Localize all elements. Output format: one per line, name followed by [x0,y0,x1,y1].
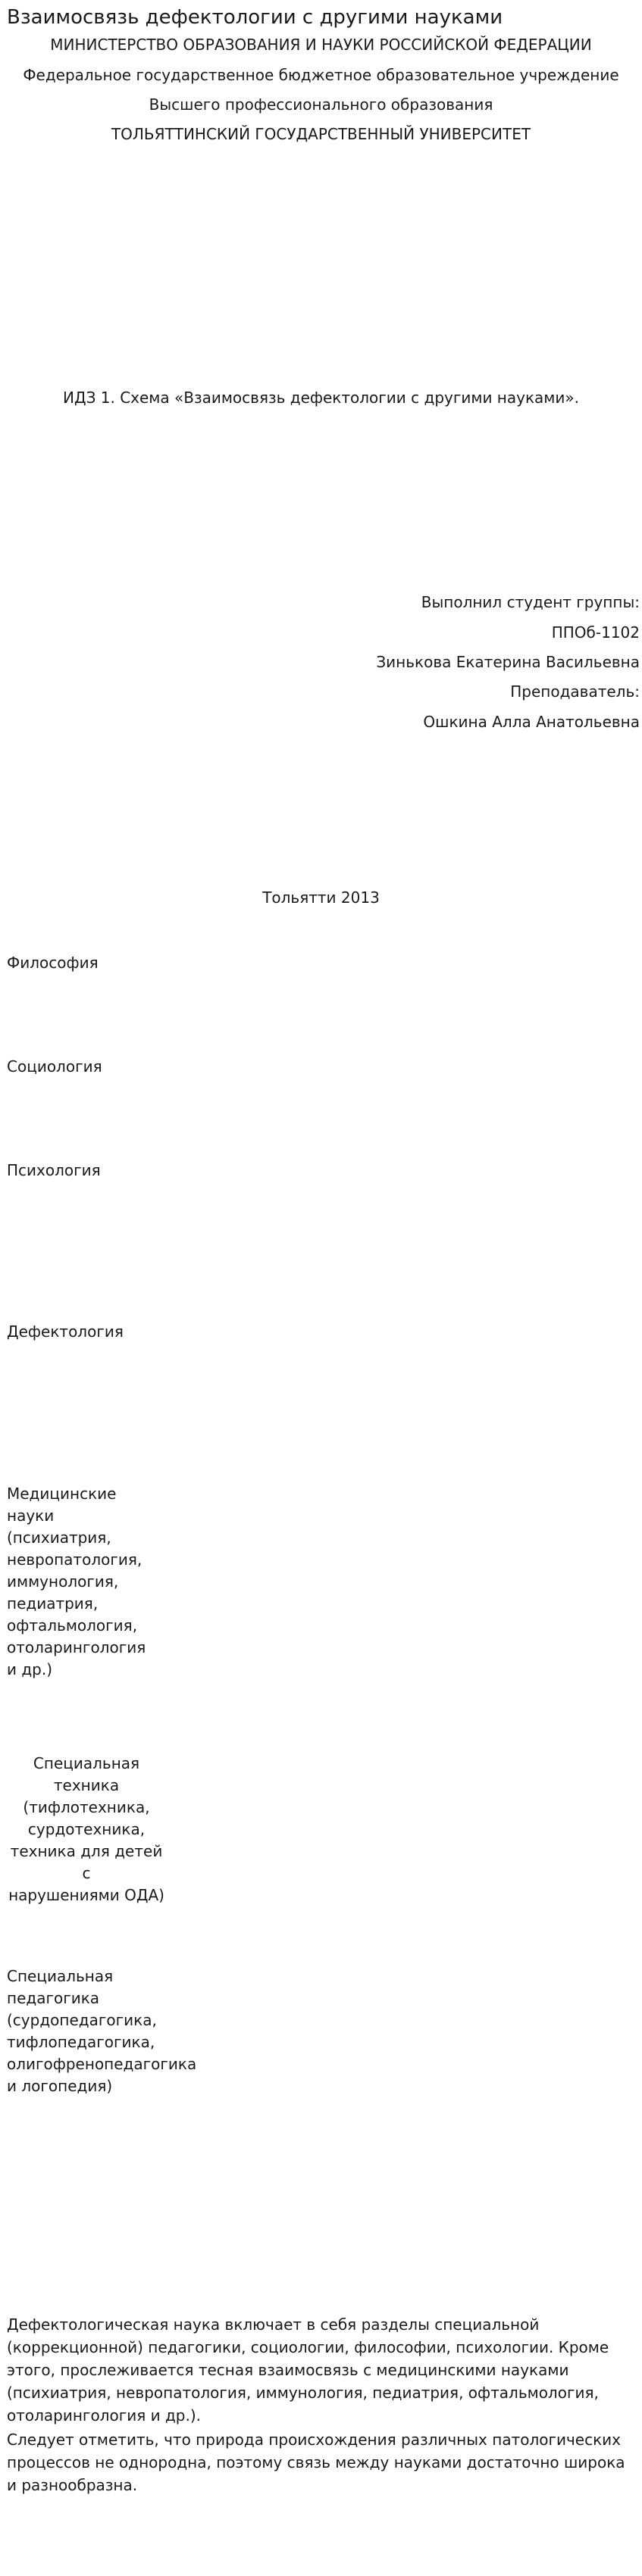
scheme-node-medical-sciences: Медицинские науки (психиатрия, невропатология, иммунология, педиатрия, офтальмология, отоларингология и др.) [7,1485,146,1678]
teacher-label: Преподаватель: [510,682,640,701]
scheme-node-psychology: Психология [7,1161,101,1179]
scheme-node-special-pedagogy: Специальная педагогика (сурдопедагогика, тифлопедагогика, олигофренопедагогика и логопедия) [7,1967,197,2095]
scheme-node-sociology: Социология [7,1057,102,1076]
performed-by-label: Выполнил студент группы: [421,593,640,611]
teacher-name: Ошкина Алла Анатольевна [423,713,640,731]
paragraph-1: Дефектологическая наука включает в себя разделы специальной (коррекционной) педагогики, социологии, философии, психологии. Кроме этого, прослеживается тесная взаимосвязь с медицинскими науками (психиатрия, невропатология, иммунология, педиатрия, офтальмология, отоларингология и др.). [7,2315,609,2425]
education-level-line: Высшего профессионального образования [149,95,493,114]
paragraph-2: Следует отметить, что природа происхождения различных патологических процессов не однородна, поэтому связь между науками достаточно широка и разнообразна. [7,2431,625,2494]
scheme-node-philosophy: Философия [7,954,99,972]
city-year: Тольятти 2013 [262,888,380,907]
student-group: ППОб-1102 [551,623,640,642]
scheme-node-defectology: Дефектология [7,1322,124,1341]
student-name: Зинькова Екатерина Васильевна [376,653,640,671]
institution-type-line: Федеральное государственное бюджетное образовательное учреждение [23,66,619,84]
ministry-line: МИНИСТЕРСТВО ОБРАЗОВАНИЯ И НАУКИ РОССИЙСКОЙ ФЕДЕРАЦИИ [50,36,592,54]
page-title: Взаимосвязь дефектологии с другими науками [7,6,503,29]
university-line: ТОЛЬЯТТИНСКИЙ ГОСУДАРСТВЕННЫЙ УНИВЕРСИТЕТ [111,125,531,143]
assignment-title: ИДЗ 1. Схема «Взаимосвязь дефектологии с другими науками». [62,389,579,407]
scheme-node-special-technique: Специальная техника (тифлотехника, сурдотехника, техника для детей с нарушениями ОДА) [8,1754,164,1904]
